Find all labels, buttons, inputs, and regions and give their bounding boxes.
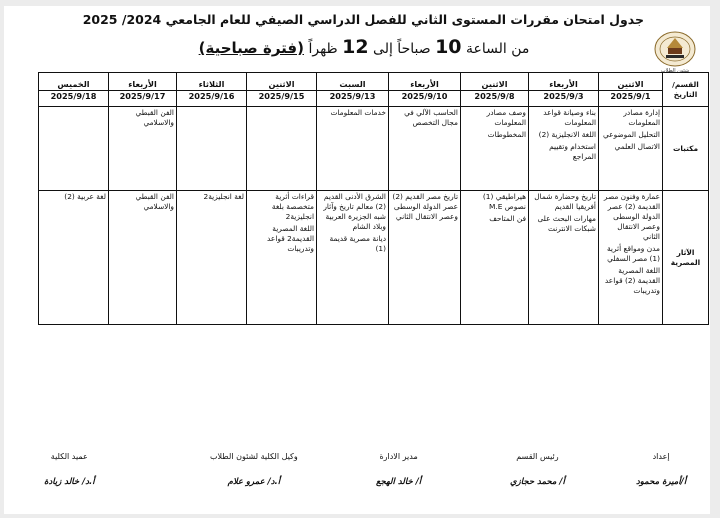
day-name: الأربعاء: [109, 78, 176, 91]
schedule-cell: [529, 191, 599, 325]
course-name: لغة عربية (2): [64, 192, 106, 201]
schedule-cell: [247, 191, 317, 325]
exam-date: 2025/9/1: [610, 90, 651, 101]
day-name: الأربعاء: [389, 78, 460, 91]
day-name: الثلاثاء: [177, 78, 246, 91]
exam-date: 2025/9/18: [50, 90, 97, 101]
schedule-cell: [39, 107, 109, 191]
signature-block: [510, 452, 565, 487]
logo-caption: شئون الطلاب: [660, 68, 690, 74]
signature-block: [636, 452, 686, 487]
course-name: المخطوطات: [487, 129, 526, 139]
course-name: لغة انجليزية2: [203, 192, 244, 201]
time-prefix: من الساعة: [465, 41, 530, 57]
day-header-cell: [247, 73, 317, 107]
time-mid: صباحاً إلى: [373, 41, 431, 57]
schedule-cell: [177, 191, 247, 325]
signature-role: عميد الكلية: [50, 452, 88, 461]
day-name: الاثنين: [247, 78, 316, 91]
schedule-cell: [389, 107, 461, 191]
schedule-cell: [109, 191, 177, 325]
course-name: مهارات البحث على شبكات الانترنت: [537, 213, 596, 233]
course-name: الاتصال العلمي: [614, 141, 660, 151]
day-header-cell: [461, 73, 529, 107]
day-header-cell: [599, 73, 663, 107]
course-name: ديانة مصرية قديمة (1): [329, 233, 386, 253]
day-header-cell: [109, 73, 177, 107]
exam-date: 2025/9/3: [543, 90, 584, 101]
day-name: الأربعاء: [529, 78, 598, 91]
signature-block: [376, 452, 421, 487]
schedule-cell: [317, 107, 389, 191]
course-name: اللغة الانجليزية (2): [538, 129, 596, 139]
exam-date: 2025/9/17: [119, 90, 166, 101]
course-name: تاريخ وحضارة شمال أفريقيا القديم: [534, 192, 596, 211]
signature-name: أ/ خالد الهجع: [376, 477, 422, 487]
exam-date: 2025/9/10: [401, 90, 448, 101]
exam-date: 2025/9/8: [474, 90, 515, 101]
course-name: الفن القبطي والاسلامي: [135, 108, 174, 127]
schedule-cell: [599, 107, 663, 191]
course-name: عمارة وفنون مصر القديمة (2) عصر الدولة الوسطى وعصر الانتقال الثاني: [603, 192, 660, 241]
day-name: الاثنين: [599, 78, 662, 91]
department-row: [39, 107, 709, 191]
schedule-cell: [109, 107, 177, 191]
time-start: 10: [435, 36, 462, 58]
schedule-cell: [461, 191, 529, 325]
signature-block: [210, 452, 298, 487]
course-name: مدن ومواقع أثرية (1) مصر السفلي: [606, 243, 660, 263]
university-logo: [652, 28, 698, 68]
exam-date: 2025/9/13: [329, 90, 376, 101]
exam-time-line: [154, 36, 574, 58]
course-name: التحليل الموضوعي: [603, 129, 660, 139]
day-header-cell: [529, 73, 599, 107]
corner-cell: القسم/التاريخ: [663, 73, 709, 107]
exam-date: 2025/9/16: [188, 90, 235, 101]
logo-emblem-icon: [652, 28, 698, 68]
signature-role: مدير الادارة: [379, 452, 418, 461]
schedule-cell: [177, 107, 247, 191]
exam-schedule-page: [4, 6, 710, 514]
signature-name: أ/أميرة محمود: [636, 477, 687, 487]
course-name: اللغة المصرية القديمة2 قواعد وتدريبات: [267, 223, 314, 253]
course-name: استخدام وتقييم المراجع: [549, 141, 596, 161]
exam-date: 2025/9/15: [258, 90, 305, 101]
schedule-cell: [39, 191, 109, 325]
course-name: الفن القبطي والاسلامي: [135, 192, 174, 211]
course-name: قراءات أثرية متخصصة بلغة انجليزية2: [271, 192, 314, 221]
day-header-cell: [389, 73, 461, 107]
signature-name: أ/ محمد حجازي: [510, 477, 565, 487]
signature-role: رئيس القسم: [516, 452, 559, 461]
signature-role: إعداد: [652, 452, 670, 461]
schedule-cell: [389, 191, 461, 325]
course-name: بناء وصيانة قواعد المعلومات: [543, 108, 596, 127]
time-suffix: ظهراً: [308, 41, 338, 57]
course-name: هيراطيقي (1) نصوص M.E: [482, 192, 526, 211]
day-name: السبت: [317, 78, 388, 91]
schedule-cell: [461, 107, 529, 191]
signature-block: [44, 452, 95, 487]
course-name: الحاسب الآلي في مجال التخصص: [404, 108, 458, 127]
course-name: فن المتاحف: [489, 213, 526, 223]
header-row: [39, 73, 709, 107]
schedule-cell: [247, 107, 317, 191]
department-name: مكتبات: [663, 107, 709, 191]
page-title: جدول امتحان مقررات المستوى الثاني للفصل الدراسي الصيفي للعام الجامعي 2024/ 2025: [82, 12, 644, 27]
day-header-cell: [177, 73, 247, 107]
time-end: 12: [342, 36, 369, 58]
department-row: [39, 191, 709, 325]
schedule-table: [38, 72, 709, 325]
course-name: خدمات المعلومات: [330, 108, 386, 117]
schedule-cell: [529, 107, 599, 191]
course-name: تاريخ مصر القديم (2) عصر الدولة الوسطى وعصر الانتقال الثاني: [392, 192, 458, 221]
schedule-cell: [599, 191, 663, 325]
course-name: إدارة مصادر المعلومات: [623, 108, 660, 127]
course-name: وصف مصادر المعلومات: [486, 108, 526, 127]
day-name: الخميس: [39, 78, 108, 91]
schedule-cell: [317, 191, 389, 325]
day-header-cell: [317, 73, 389, 107]
department-name: الآثار المصرية: [663, 191, 709, 325]
day-name: الاثنين: [461, 78, 528, 91]
course-name: اللغة المصرية القديمة (2) قواعد وتدريبات: [604, 265, 660, 295]
signature-name: أ.د/ خالد زيادة: [44, 477, 95, 487]
period-label: (فترة صباحية): [198, 39, 304, 57]
signature-role: وكيل الكلية لشئون الطلاب: [210, 452, 298, 461]
signature-name: أ.د/ عمرو علام: [227, 477, 281, 487]
day-header-cell: [39, 73, 109, 107]
course-name: الشرق الأدنى القديم (2) معالم تاريخ وآثار شبه الجزيرة العربية وبلاد الشام: [323, 192, 386, 231]
